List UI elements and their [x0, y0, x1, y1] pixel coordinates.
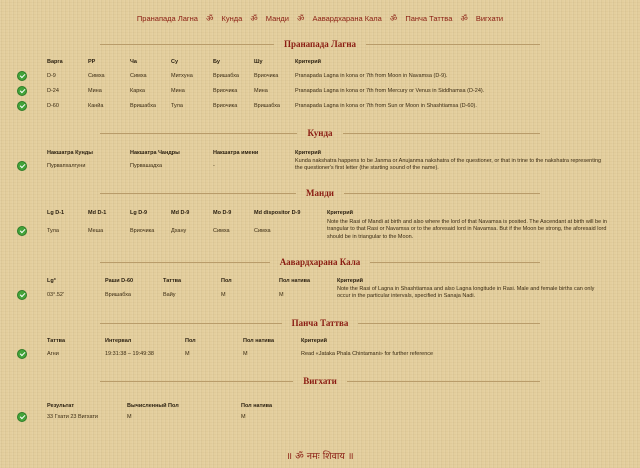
col-header-md-dispositor: Md dispositor D-9 — [254, 210, 301, 216]
om-separator-icon: ॐ — [206, 14, 214, 23]
col-header-lg-degree: Lg° — [47, 278, 56, 284]
cell-criterion: Note the Rasi of Mandi at birth and also where the lord of that Navamsa is posited. The Ascendant at birth will be in trangular to that Rasi or Navamsa or to the aforesaid lord in Navamsa. But if the Moon be strong, the aforesaid lord should be in triangular to the Moon. — [327, 219, 607, 240]
section-title-pranapada: Пранапада Лагна — [100, 38, 540, 50]
om-separator-icon: ॐ — [297, 14, 305, 23]
col-header-mo-d9: Mo D-9 — [213, 210, 232, 216]
col-header-result: Результат — [47, 403, 75, 409]
cell-rashi-d60: Вришабха — [105, 292, 131, 298]
cell-bu: Вриочика — [213, 103, 238, 109]
col-header-tattva: Таттва — [47, 338, 66, 344]
cell-cha: Вришабха — [130, 103, 156, 109]
cell-md-dispositor: Симха — [254, 228, 271, 234]
check-circle-icon — [17, 161, 27, 171]
col-header-native-gender: Пол натива — [243, 338, 275, 344]
cell-pp: Канйа — [88, 103, 104, 109]
check-circle-icon — [17, 412, 27, 422]
cell-native-gender: M — [279, 292, 284, 298]
cell-cha: Карка — [130, 88, 145, 94]
col-header-name-nakshatra: Накшатра имени — [213, 150, 259, 156]
cell-cha: Симха — [130, 73, 147, 79]
cell-result: 33 Гхати 23 Вигхати — [47, 414, 98, 420]
section-title-kunda: Кунда — [100, 127, 540, 139]
nav-link-vighati[interactable]: Вигхати — [475, 14, 504, 23]
cell-lg-d1: Тула — [47, 228, 59, 234]
top-nav — [0, 13, 640, 24]
cell-interval: 19:31:38 – 19:49:38 — [105, 351, 154, 357]
nav-link-kunda[interactable]: Кунда — [221, 14, 243, 23]
col-header-rashi-d60: Раши D-60 — [105, 278, 134, 284]
col-header-criterion: Критерий — [295, 59, 321, 65]
om-separator-icon: ॐ — [389, 14, 398, 23]
cell-md-d1: Меша — [88, 228, 104, 234]
col-header-kunda-nakshatra: Накшатра Кунды — [47, 150, 93, 156]
nav-link-avardhara[interactable]: Аавардхарана Кала — [312, 14, 382, 23]
col-header-su: Су — [171, 59, 179, 65]
check-circle-icon — [17, 86, 27, 96]
col-header-cha: Ча — [130, 59, 137, 65]
cell-lg-d9: Вриочика — [130, 228, 155, 234]
cell-criterion: Kunda nakshatra happens to be Janma or Anujanma nakshatra of the questioner, or that in trine to the nakshatra representing the questioner's first letter (the starting sound of the name). — [295, 158, 602, 172]
cell-varga: D-24 — [47, 88, 59, 94]
cell-varga: D-60 — [47, 103, 59, 109]
cell-tattva: Вайу — [163, 292, 176, 298]
col-header-computed-gender: Вычисленный Пол — [127, 403, 179, 409]
cell-su: Мина — [171, 88, 185, 94]
cell-md-d9: Дхану — [171, 228, 187, 234]
nav-link-pranapada[interactable]: Пранапада Лагна — [136, 14, 198, 23]
col-header-lg-d9: Lg D-9 — [130, 210, 148, 216]
cell-criterion: Read «Jataka Phala Chintamani» for further reference — [301, 351, 434, 357]
cell-criterion: Pranapada Lagna in kona or 7th from Mercury or Venus in Siddhamsa (D-24). — [295, 88, 485, 94]
col-header-bu: Бу — [213, 59, 220, 65]
cell-su: Тула — [171, 103, 183, 109]
cell-pp: Симха — [88, 73, 105, 79]
footer-mantra: ॥ ॐ नमः शिवाय ॥ — [286, 451, 354, 462]
check-circle-icon — [17, 226, 27, 236]
cell-gender: M — [221, 292, 226, 298]
col-header-md-d1: Md D-1 — [88, 210, 107, 216]
col-header-gender: Пол — [185, 338, 196, 344]
col-header-criterion: Критерий — [295, 150, 321, 156]
cell-pp: Мина — [88, 88, 102, 94]
col-header-varga: Варга — [47, 59, 63, 65]
col-header-moon-nakshatra: Накшатра Чандры — [130, 150, 180, 156]
cell-tattva: Агни — [47, 351, 59, 357]
col-header-native-gender: Пол натива — [241, 403, 273, 409]
check-circle-icon — [17, 71, 27, 81]
section-title-avardhara: Аавардхарана Кала — [100, 256, 540, 268]
cell-lg-degree: 03°.52' — [47, 292, 65, 298]
section-title-mandi: Манди — [100, 187, 540, 199]
cell-computed-gender: M — [127, 414, 132, 420]
col-header-criterion: Критерий — [301, 338, 327, 344]
col-header-pp: PP — [88, 59, 96, 65]
check-circle-icon — [17, 101, 27, 111]
section-title-panchatattva: Панча Таттва — [100, 317, 540, 329]
cell-name-nakshatra: - — [213, 163, 215, 169]
col-header-native-gender: Пол натива — [279, 278, 311, 284]
nav-link-mandi[interactable]: Манди — [265, 14, 289, 23]
cell-shu: Вриочика — [254, 73, 279, 79]
cell-bu: Вришабха — [213, 73, 239, 79]
om-separator-icon: ॐ — [460, 14, 468, 23]
col-header-tattva: Таттва — [163, 278, 182, 284]
cell-criterion: Note the Rasi of Lagna in Shashtiamsa and also Lagna longitude in Rasi. Male and female births can only occur in the particular intervals, specified in Sanaja Nadi. — [337, 286, 595, 300]
col-header-md-d9: Md D-9 — [171, 210, 190, 216]
col-header-gender: Пол — [221, 278, 232, 284]
cell-varga: D-9 — [47, 73, 56, 79]
col-header-lg-d1: Lg D-1 — [47, 210, 65, 216]
col-header-criterion: Критерий — [327, 210, 353, 216]
cell-kunda-nakshatra: Пурвапхалгуни — [47, 163, 86, 169]
nav-link-panchatattva[interactable]: Панча Таттва — [405, 14, 453, 23]
cell-gender: M — [185, 351, 190, 357]
cell-su: Митхуна — [171, 73, 193, 79]
cell-bu: Вриочика — [213, 88, 238, 94]
check-circle-icon — [17, 349, 27, 359]
cell-shu: Мина — [254, 88, 268, 94]
cell-shu: Вришабха — [254, 103, 280, 109]
col-header-shu: Шу — [254, 59, 263, 65]
cell-native-gender: M — [241, 414, 246, 420]
cell-criterion: Pranapada Lagna in kona or 7th from Moon in Navamsa (D-9). — [295, 73, 448, 79]
cell-native-gender: M — [243, 351, 248, 357]
section-title-vighati: Вигхати — [100, 375, 540, 387]
check-circle-icon — [17, 290, 27, 300]
cell-criterion: Pranapada Lagna in kona or 7th from Sun or Moon in Shashtiamsa (D-60). — [295, 103, 477, 109]
col-header-interval: Интервал — [105, 338, 132, 344]
cell-moon-nakshatra: Пурвашадха — [130, 163, 163, 169]
cell-mo-d9: Симха — [213, 228, 230, 234]
om-separator-icon: ॐ — [250, 14, 258, 23]
col-header-criterion: Критерий — [337, 278, 363, 284]
